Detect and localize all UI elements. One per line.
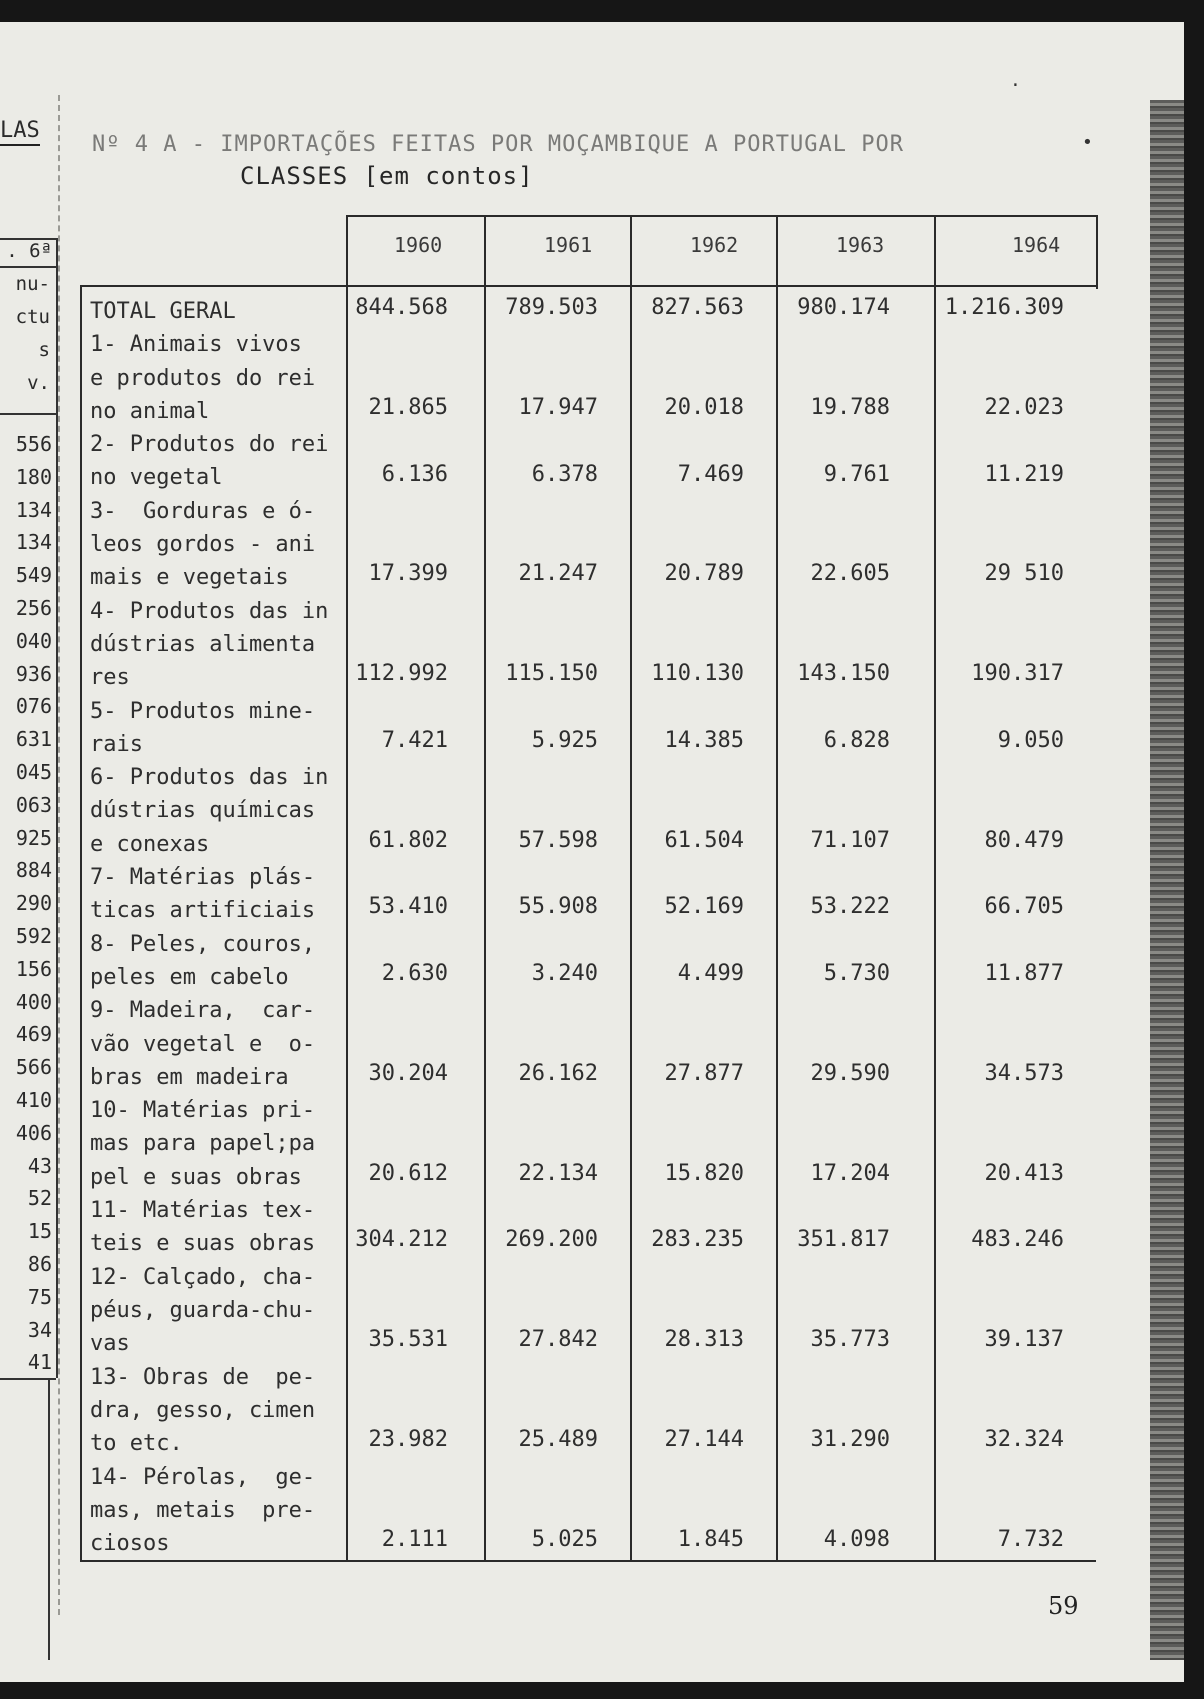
row-label [90,1094,315,1194]
value-cell: 112.992 [355,661,448,687]
previous-page-number: 43 [27,1153,52,1178]
row-label-line: leos gordos - ani [90,532,316,558]
value-cell: 2.111 [381,1527,448,1553]
speck: • [1082,132,1093,153]
row-label-line: 4- Produtos das in [90,598,329,624]
row-label-line: res [90,665,130,691]
row-label-line: rais [90,731,143,757]
value-cell: 57.598 [518,827,598,853]
previous-page-number: 86 [27,1252,52,1276]
value-cell: 980.174 [797,295,890,320]
value-cell: 190.317 [971,661,1064,687]
previous-page-number: 076 [15,694,52,719]
value-cell: 53.222 [810,894,890,920]
row-label-line: teis e suas obras [90,1231,316,1257]
value-cell: 115.150 [505,661,598,687]
value-cell: 7.732 [997,1527,1064,1553]
year-header: 1962 [690,233,739,257]
value-cell: 789.503 [505,295,598,320]
previous-page-number: 469 [15,1022,52,1047]
row-label-line: 1- Animais vivos [90,332,302,358]
column-divider [346,215,348,1562]
value-cell: 5.730 [823,961,890,986]
row-label [90,1261,315,1361]
value-cell: 52.169 [664,894,744,920]
value-cell: 26.162 [518,1060,598,1086]
value-cell: 4.098 [823,1527,890,1553]
value-cell: 20.413 [984,1160,1064,1186]
row-label-line: TOTAL GERAL [90,299,236,324]
previous-page-number: 406 [15,1120,52,1145]
value-cell: 143.150 [797,661,890,687]
value-cell: 35.531 [368,1327,448,1353]
row-label [90,861,315,928]
row-label-line: vão vegetal e o- [90,1031,316,1057]
row-label [90,1361,315,1461]
speck: · [1010,75,1021,96]
value-cell: 6.828 [823,727,890,753]
row-label-line: no vegetal [90,465,223,491]
value-cell: 7.469 [677,461,744,487]
value-cell: 6.136 [381,461,448,487]
value-cell: 5.025 [531,1527,598,1553]
value-cell: 55.908 [518,894,598,920]
value-cell: 39.137 [984,1327,1064,1353]
previous-page-number: 41 [27,1350,52,1375]
value-cell: 3.240 [531,961,598,986]
row-label-line: 3- Gorduras e ó- [90,498,316,524]
value-cell: 4.499 [677,961,744,986]
value-cell: 110.130 [651,661,744,687]
row-label-line: peles em cabelo [90,964,289,990]
value-cell: 283.235 [651,1227,744,1253]
row-label-line: péus, guarda-chu- [90,1297,316,1323]
row-label [90,495,315,595]
value-cell: 25.489 [518,1427,598,1453]
imports-table [64,215,1076,1560]
row-label-line: 2- Produtos do rei [90,432,329,458]
row-label-line: no animal [90,398,210,424]
previous-page-number: 063 [15,792,52,817]
row-label-line: ticas artificiais [90,898,316,924]
row-label [90,761,328,861]
value-cell: 15.820 [664,1160,744,1186]
row-label-line: 7- Matérias plás- [90,865,316,891]
row-label-line: pel e suas obras [90,1164,302,1190]
year-header: 1963 [836,233,885,257]
row-label [90,994,315,1094]
value-cell: 61.802 [368,827,448,853]
value-cell: 31.290 [810,1427,890,1453]
previous-page-col-header: . 6ª [6,240,52,262]
value-cell: 304.212 [355,1227,448,1253]
year-header: 1961 [544,233,593,257]
previous-page-number: 592 [15,924,52,948]
row-label-line: bras em madeira [90,1064,289,1090]
row-label-line: 8- Peles, couros, [90,931,316,957]
value-cell: 20.789 [664,561,744,587]
row-label-line: 14- Pérolas, ge- [90,1464,316,1490]
row-label-line: 11- Matérias tex- [90,1198,316,1224]
row-label-line: ciosos [90,1531,170,1557]
previous-page-number: 045 [15,760,52,784]
row-label-line: to etc. [90,1431,183,1457]
previous-page-number: 134 [15,530,52,555]
value-cell: 17.204 [810,1160,890,1186]
value-cell: 27.877 [664,1060,744,1086]
value-cell: 20.612 [368,1160,448,1186]
value-cell: 17.399 [368,561,448,587]
row-label-line: dústrias químicas [90,798,316,824]
value-cell: 6.378 [531,461,598,487]
previous-page-number: 52 [27,1186,52,1211]
previous-page-number: 15 [27,1219,52,1244]
value-cell: 29.590 [810,1060,890,1086]
column-divider [776,215,778,1562]
value-cell: 7.421 [381,727,448,753]
row-label [90,695,315,762]
value-cell: 17.947 [518,394,598,420]
value-cell: 80.479 [984,827,1064,853]
value-cell: 66.705 [984,894,1064,920]
row-label-line: 12- Calçado, cha- [90,1264,316,1290]
row-label [90,928,315,995]
previous-page-number: 040 [15,628,52,653]
row-label-line: vas [90,1331,130,1357]
row-label [90,328,315,428]
previous-page-table [0,238,58,1378]
year-header: 1964 [1012,233,1061,257]
row-label-line: mas, metais pre- [90,1497,316,1523]
previous-page-number: 566 [15,1055,52,1080]
value-cell: 22.023 [984,394,1064,420]
value-cell: 21.865 [368,394,448,420]
row-label-line: dra, gesso, cimen [90,1397,316,1423]
row-label [90,1194,315,1261]
adjacent-page-edge [1150,100,1184,1660]
row-label-line: 6- Produtos das in [90,765,329,791]
value-cell: 14.385 [664,727,744,753]
value-cell: 1.216.309 [944,295,1064,320]
previous-page-number: 34 [27,1317,52,1342]
value-cell: 29 510 [984,561,1064,587]
previous-page-number: 180 [15,464,52,489]
row-label-line: mais e vegetais [90,565,289,591]
previous-page-number: 631 [15,727,52,752]
row-label [90,1461,315,1561]
value-cell: 23.982 [368,1427,448,1453]
value-cell: 27.144 [664,1427,744,1453]
value-cell: 21.247 [518,561,598,587]
previous-page-number: 256 [15,596,52,620]
row-label-line: 10- Matérias pri- [90,1098,316,1124]
previous-page-number: 290 [15,891,52,916]
previous-page-number: 549 [15,563,52,588]
row-label-line: dústrias alimenta [90,631,316,657]
value-cell: 22.134 [518,1160,598,1186]
value-cell: 35.773 [810,1327,890,1353]
column-divider [630,215,632,1562]
row-label-line: e conexas [90,831,210,857]
previous-page-number: 134 [15,497,52,522]
value-cell: 11.219 [984,461,1064,487]
column-divider [484,215,486,1562]
previous-page-number: 925 [15,825,52,850]
value-cell: 34.573 [984,1060,1064,1086]
previous-page-header-text: s [38,339,50,361]
value-cell: 61.504 [664,827,744,853]
previous-page-number: 75 [27,1284,52,1309]
row-label-line: mas para papel;pa [90,1131,316,1157]
value-cell: 5.925 [531,727,598,753]
value-cell: 2.630 [381,961,448,986]
column-divider [934,215,936,1562]
previous-page-header-text: v. [27,372,50,394]
value-cell: 827.563 [651,295,744,320]
value-cell: 28.313 [664,1327,744,1353]
page-number: 59 [1048,1592,1079,1620]
row-label-line: 13- Obras de pe- [90,1364,316,1390]
value-cell: 53.410 [368,894,448,920]
value-cell: 27.842 [518,1327,598,1353]
previous-page-number: 556 [15,432,52,456]
previous-page-number: 156 [15,956,52,981]
value-cell: 269.200 [505,1227,598,1253]
value-cell: 32.324 [984,1427,1064,1453]
previous-page-fragment [0,0,60,1650]
value-cell: 71.107 [810,827,890,853]
value-cell: 9.761 [823,461,890,487]
value-cell: 30.204 [368,1060,448,1086]
year-header: 1960 [394,233,443,257]
row-label-line: e produtos do rei [90,365,316,391]
value-cell: 19.788 [810,394,890,420]
value-cell: 483.246 [971,1227,1064,1253]
value-cell: 1.845 [677,1527,744,1553]
row-label-line: 5- Produtos mine- [90,698,316,724]
previous-page-number: 884 [15,858,52,883]
previous-page-number: 400 [15,989,52,1014]
value-cell: 844.568 [355,295,448,320]
previous-page-header-text: ctu [15,306,50,328]
value-cell: 22.605 [810,561,890,587]
row-label [90,595,328,695]
table-title-line1: Nº 4 A - IMPORTAÇÕES FEITAS POR MOÇAMBIQUE A PORTUGAL POR [92,132,904,157]
row-label [90,428,328,495]
previous-page-heading: LAS [0,118,40,146]
previous-page-number: 410 [15,1088,52,1112]
value-cell: 351.817 [797,1227,890,1253]
value-cell: 9.050 [997,727,1064,753]
row-label-line: 9- Madeira, car- [90,998,316,1024]
previous-page-header-text: nu- [15,273,50,295]
value-cell: 20.018 [664,394,744,420]
table-title-line2: CLASSES [em contos] [240,162,534,190]
value-cell: 11.877 [984,961,1064,986]
row-label [90,295,236,328]
previous-page-number: 936 [15,661,52,686]
